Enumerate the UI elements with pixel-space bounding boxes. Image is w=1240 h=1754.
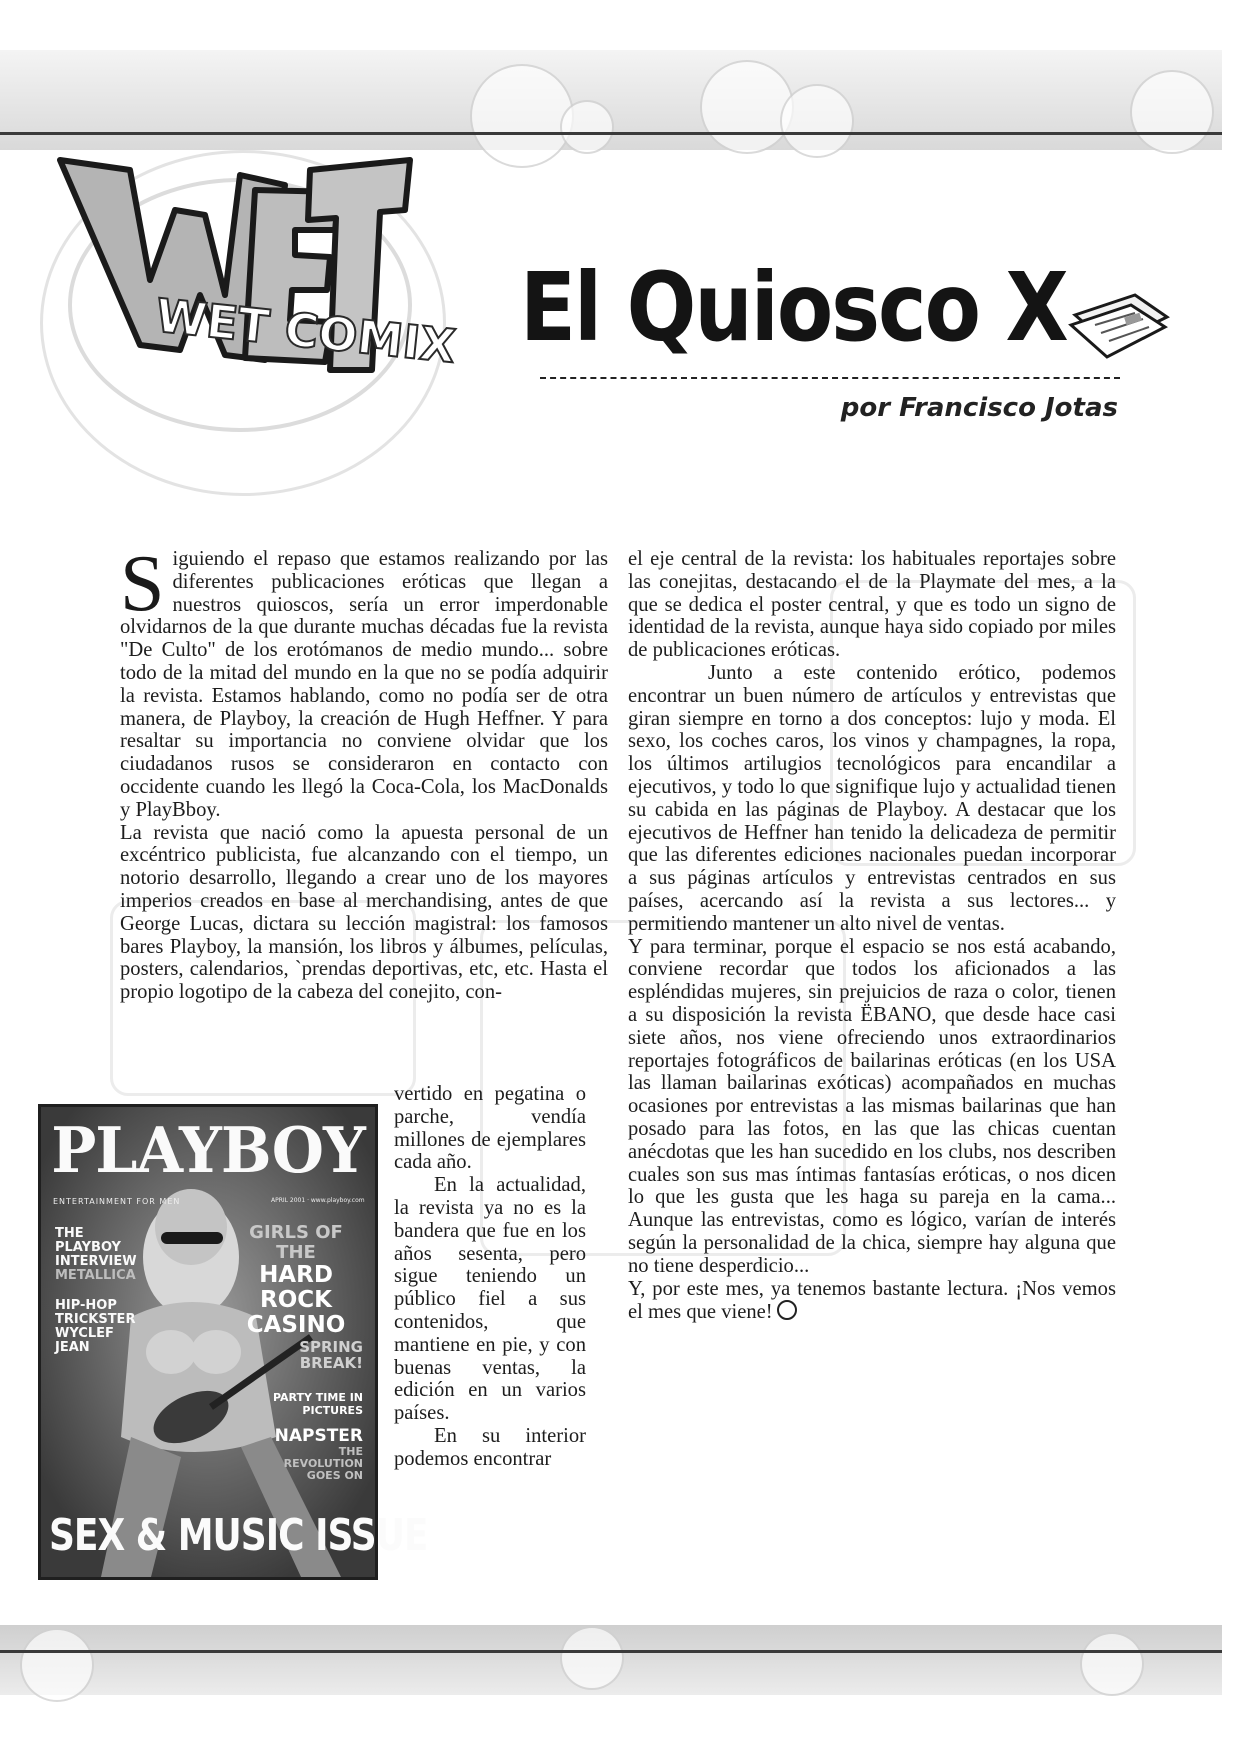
decorative-bubble (780, 84, 854, 158)
decorative-bubble (470, 64, 574, 168)
article-paragraph: vertido en pegatina o parche, vendía millones de ejemplares cada año. (394, 1083, 586, 1174)
circle-end-mark-icon (777, 1300, 797, 1320)
cover-headline: THE REVOLUTION GOES ON (283, 1445, 363, 1482)
article-paragraph: Junto a este contenido erótico, podemos encontrar un buen número de artículos y entrevistas que giran siempre en torno a dos conceptos: lujo y moda. El sexo, los coches caros, los vinos y champagnes, la ropa, los últimos artilugios tecnológicos para encandilar a ejecutivos, y todo lo que signifique lujo y actualidad tienen su cabida en las páginas de Playboy. A destacar que los ejecutivos de Heffner han tenido la delicadeza de permitir que las diferentes ediciones nacionales puedan incorporar a sus páginas artículos y entrevistas centrados en sus países, acercando así la revista a sus lectores... y permitiendo mantener un alto nivel de ventas. (628, 661, 1116, 935)
decorative-bubble (1130, 70, 1214, 154)
article-column-right (628, 548, 1116, 1324)
newspaper-icon (1065, 285, 1175, 365)
cover-headline: INTERVIEW (55, 1254, 137, 1269)
cover-issue-title: SEX & MUSIC ISSUE (49, 1511, 428, 1561)
cover-headline-hard-rock (231, 1223, 361, 1338)
cover-headline: JEAN (55, 1340, 90, 1355)
decorative-bubble (20, 1628, 94, 1702)
cover-left-headlines (55, 1227, 165, 1355)
drop-cap: S (120, 540, 165, 628)
logo-text: WET COMIX (153, 288, 459, 374)
article-paragraph: iguiendo el repaso que estamos realizando por las diferentes publicaciones eróticas que llegan a nuestros quioscos, sería un error imperdonable olvidarnos de la que durante muchas décadas fue la revista "De Culto" de los erotómanos de medio mundo... sobre todo de la mitad del mundo en la que no se podía adquirir la revista. Estamos hablando, como no podía ser de otra manera, de Playboy, la creación de Hugh Heffner. Y para resaltar su importancia no conviene olvidar que los ciudadanos rusos se consideraron en contacto con occidente cuando les llegó la Coca-Cola, los MacDonalds y PlayBboy. (120, 548, 608, 821)
cover-headline: PLAYBOY (55, 1240, 121, 1255)
title-underline (540, 377, 1120, 379)
cover-headline: HIP-HOP (55, 1298, 117, 1313)
cover-headline: NAPSTER (274, 1426, 363, 1446)
article-paragraph: Y para terminar, porque el espacio se nos está acabando, conviene recordar que todos los aficionados a las espléndidas mujeres, sin prejuicios de raza o color, tienen a su disposición la revista ËBANO, que desde hace casi siete años, nos viene ofreciendo unos extraordinarios reportajes fotográficos de bailarinas eróticas (en los USA las llaman bailarinas exóticas) acompañados en muchas ocasiones por entrevistas a las mismas bailarinas que han posado para las fotos, en las que las chicas cuentan anécdotas que les han sucedido en los clubs, nos describen cuales son sus mas íntimas fantasías eróticas, o nos dicen lo que les gusta que les haga su pareja en la cama... Aunque las entrevistas, como es lógico, varían de interés según la personalidad de la chica, siempre hay alguna que no tiene desperdicio... (628, 935, 1116, 1277)
cover-headline: THE (55, 1226, 84, 1241)
wet-comix-logo (40, 130, 459, 420)
playboy-cover-image (38, 1104, 428, 1580)
article-title: El Quiosco X (520, 253, 1067, 364)
cover-headline: GIRLS OF THE (249, 1222, 343, 1263)
cover-headline-napster (267, 1427, 363, 1482)
article-paragraph: En la actualidad, la revista ya no es la bandera que fue en los años sesenta, pero sigue teniendo un público fiel a sus contenidos, que mantiene en pie, y con buenas ventas, la edición en un varios países. (394, 1174, 586, 1425)
decorative-bubble (700, 60, 794, 154)
cover-headline: PARTY TIME IN PICTURES (272, 1391, 363, 1417)
article-column-narrow (394, 1083, 586, 1471)
article-column-left (120, 540, 608, 1004)
cover-headline: TRICKSTER (55, 1312, 136, 1327)
decorative-bubble (560, 100, 614, 154)
cover-subtitle: ENTERTAINMENT FOR MEN (53, 1197, 181, 1206)
page-edge (1222, 50, 1240, 1700)
cover-headline: SPRING BREAK! (299, 1338, 363, 1372)
decorative-bubble (560, 1626, 624, 1690)
cover-headline: WYCLEF (55, 1326, 114, 1341)
decorative-bubble (1080, 1632, 1144, 1696)
byline: por Francisco Jotas (840, 393, 1118, 423)
article-paragraph: En su interior podemos encontrar (394, 1424, 586, 1470)
article-paragraph (628, 1278, 1116, 1325)
cover-date: APRIL 2001 · www.playboy.com (271, 1197, 365, 1204)
cover-headline: METALLICA (55, 1268, 136, 1283)
article-paragraph: el eje central de la revista: los habituales reportajes sobre las conejitas, destacando el de la Playmate del mes, a la que se dedica el poster central, y que es todo un signo de identidad de la revista, aunque haya sido copiado por miles de publicaciones eróticas. (628, 548, 1116, 662)
cover-headline: HARD ROCK CASINO (246, 1262, 346, 1338)
closing-sentence: Y, por este mes, ya tenemos bastante lectura. ¡Nos vemos el mes que viene! (628, 1277, 1116, 1324)
bottom-rule (0, 1650, 1240, 1653)
article-paragraph: La revista que nació como la apuesta personal de un excéntrico publicista, fue alcanzando con el tiempo, un notorio desarrollo, llegando a crear uno de los mayores imperios creados en base al merchandising, antes de que George Lucas, dictara su lección magistral: los famosos bares Playboy, la mansión, los libros y álbumes, películas, posters, calendarios, `prendas deportivas, etc, etc. Hasta el propio logotipo de la cabeza del conejito, con- (120, 821, 608, 1004)
cover-masthead: PLAYBOY (51, 1114, 365, 1188)
